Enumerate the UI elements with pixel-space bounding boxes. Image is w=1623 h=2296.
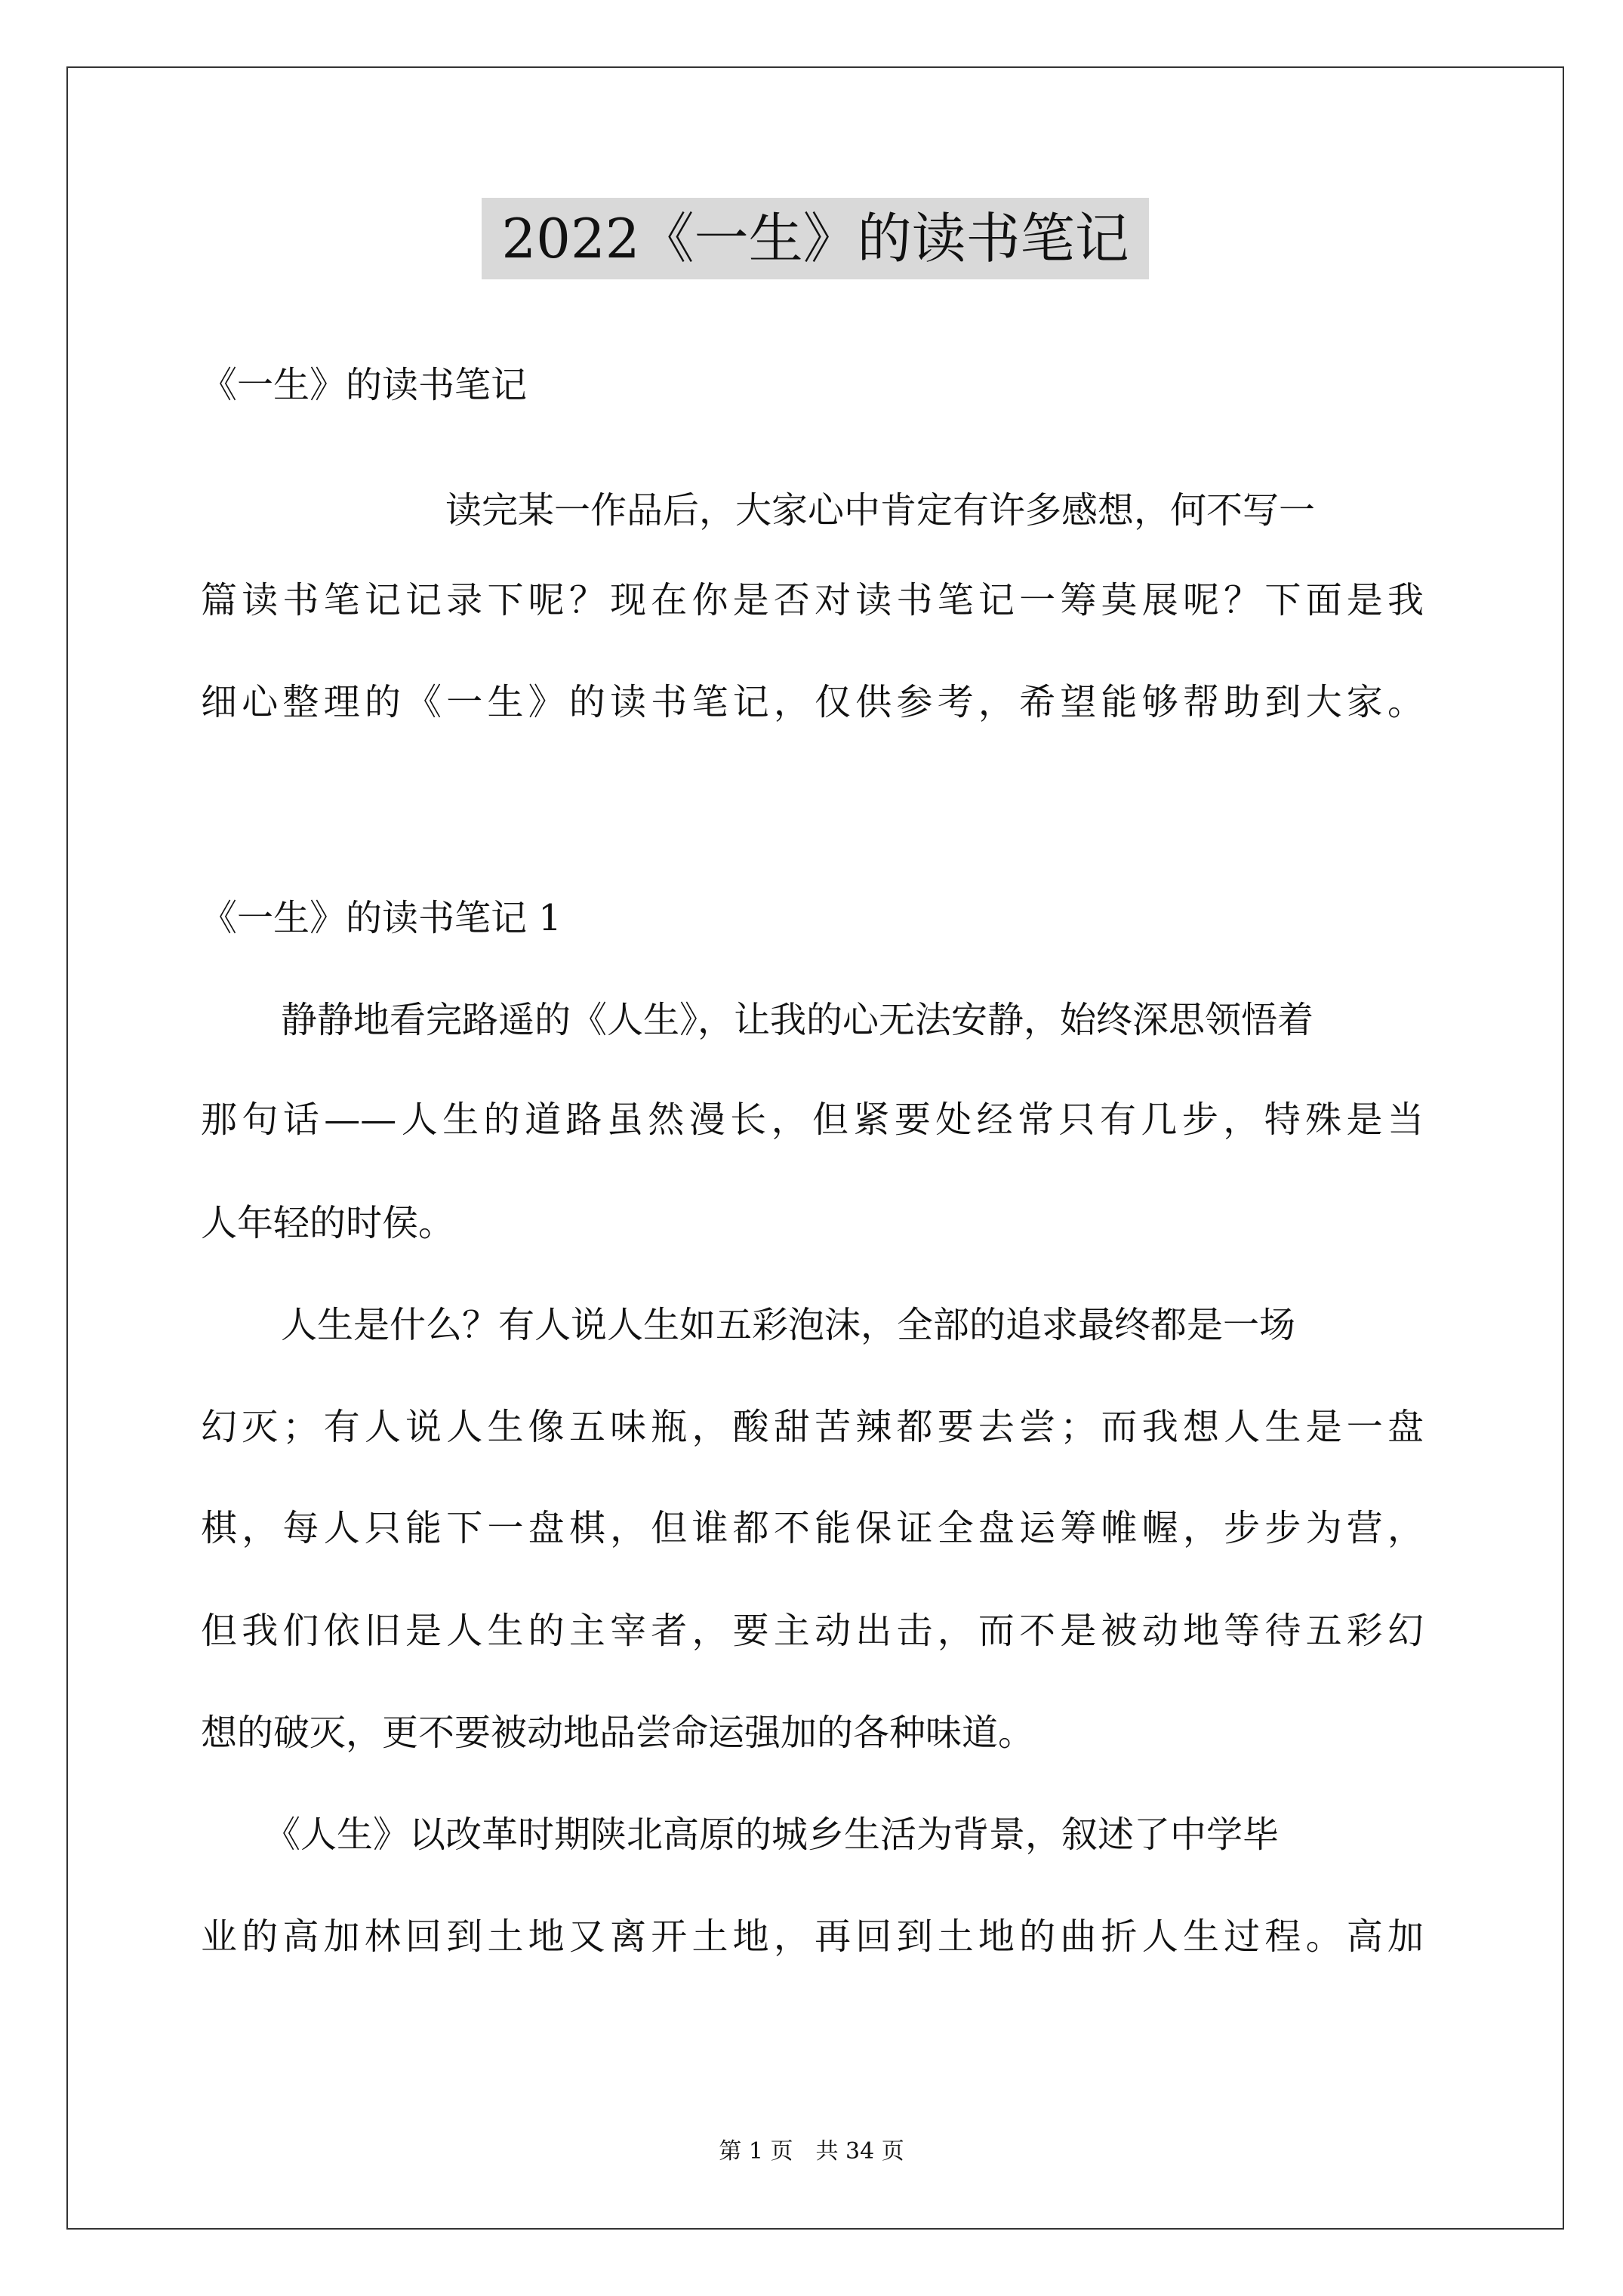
intro-line-2: 篇读书笔记记录下呢？现在你是否对读书笔记一筹莫展呢？下面是我 <box>201 579 1424 621</box>
body-line-8: 想的破灭，更不要被动地品尝命运强加的各种味道。 <box>201 1712 1035 1754</box>
body-line-2: 那句话——人生的道路虽然漫长，但紧要处经常只有几步，特殊是当 <box>201 1099 1424 1141</box>
body-line-10: 业的高加林回到土地又离开土地，再回到土地的曲折人生过程。高加 <box>201 1915 1424 1958</box>
body-line-1: 静静地看完路遥的《人生》，让我的心无法安静，始终深思领悟着 <box>281 999 1314 1041</box>
body-line-6: 棋，每人只能下一盘棋，但谁都不能保证全盘运筹帷幄，步步为营， <box>201 1507 1424 1549</box>
page-footer: 第 1 页 共 34 页 <box>719 2138 904 2165</box>
body-line-4: 人生是什么？有人说人生如五彩泡沫，全部的追求最终都是一场 <box>281 1304 1296 1346</box>
intro-line-1: 读完某一作品后，大家心中肯定有许多感想，何不写一 <box>445 489 1316 532</box>
body-line-3: 人年轻的时侯。 <box>201 1202 455 1244</box>
section-heading: 《一生》的读书笔记 1 <box>201 897 562 939</box>
subtitle: 《一生》的读书笔记 <box>201 364 528 406</box>
body-line-9: 《人生》以改革时期陕北高原的城乡生活为背景，叙述了中学毕 <box>264 1814 1280 1856</box>
body-line-5: 幻灭；有人说人生像五味瓶，酸甜苦辣都要去尝；而我想人生是一盘 <box>201 1406 1424 1448</box>
intro-line-3: 细心整理的《一生》的读书笔记，仅供参考，希望能够帮助到大家。 <box>201 681 1424 723</box>
body-line-7: 但我们依旧是人生的主宰者，要主动出击，而不是被动地等待五彩幻 <box>201 1610 1424 1652</box>
document-title: 2022《一生》的读书笔记 <box>482 198 1149 279</box>
